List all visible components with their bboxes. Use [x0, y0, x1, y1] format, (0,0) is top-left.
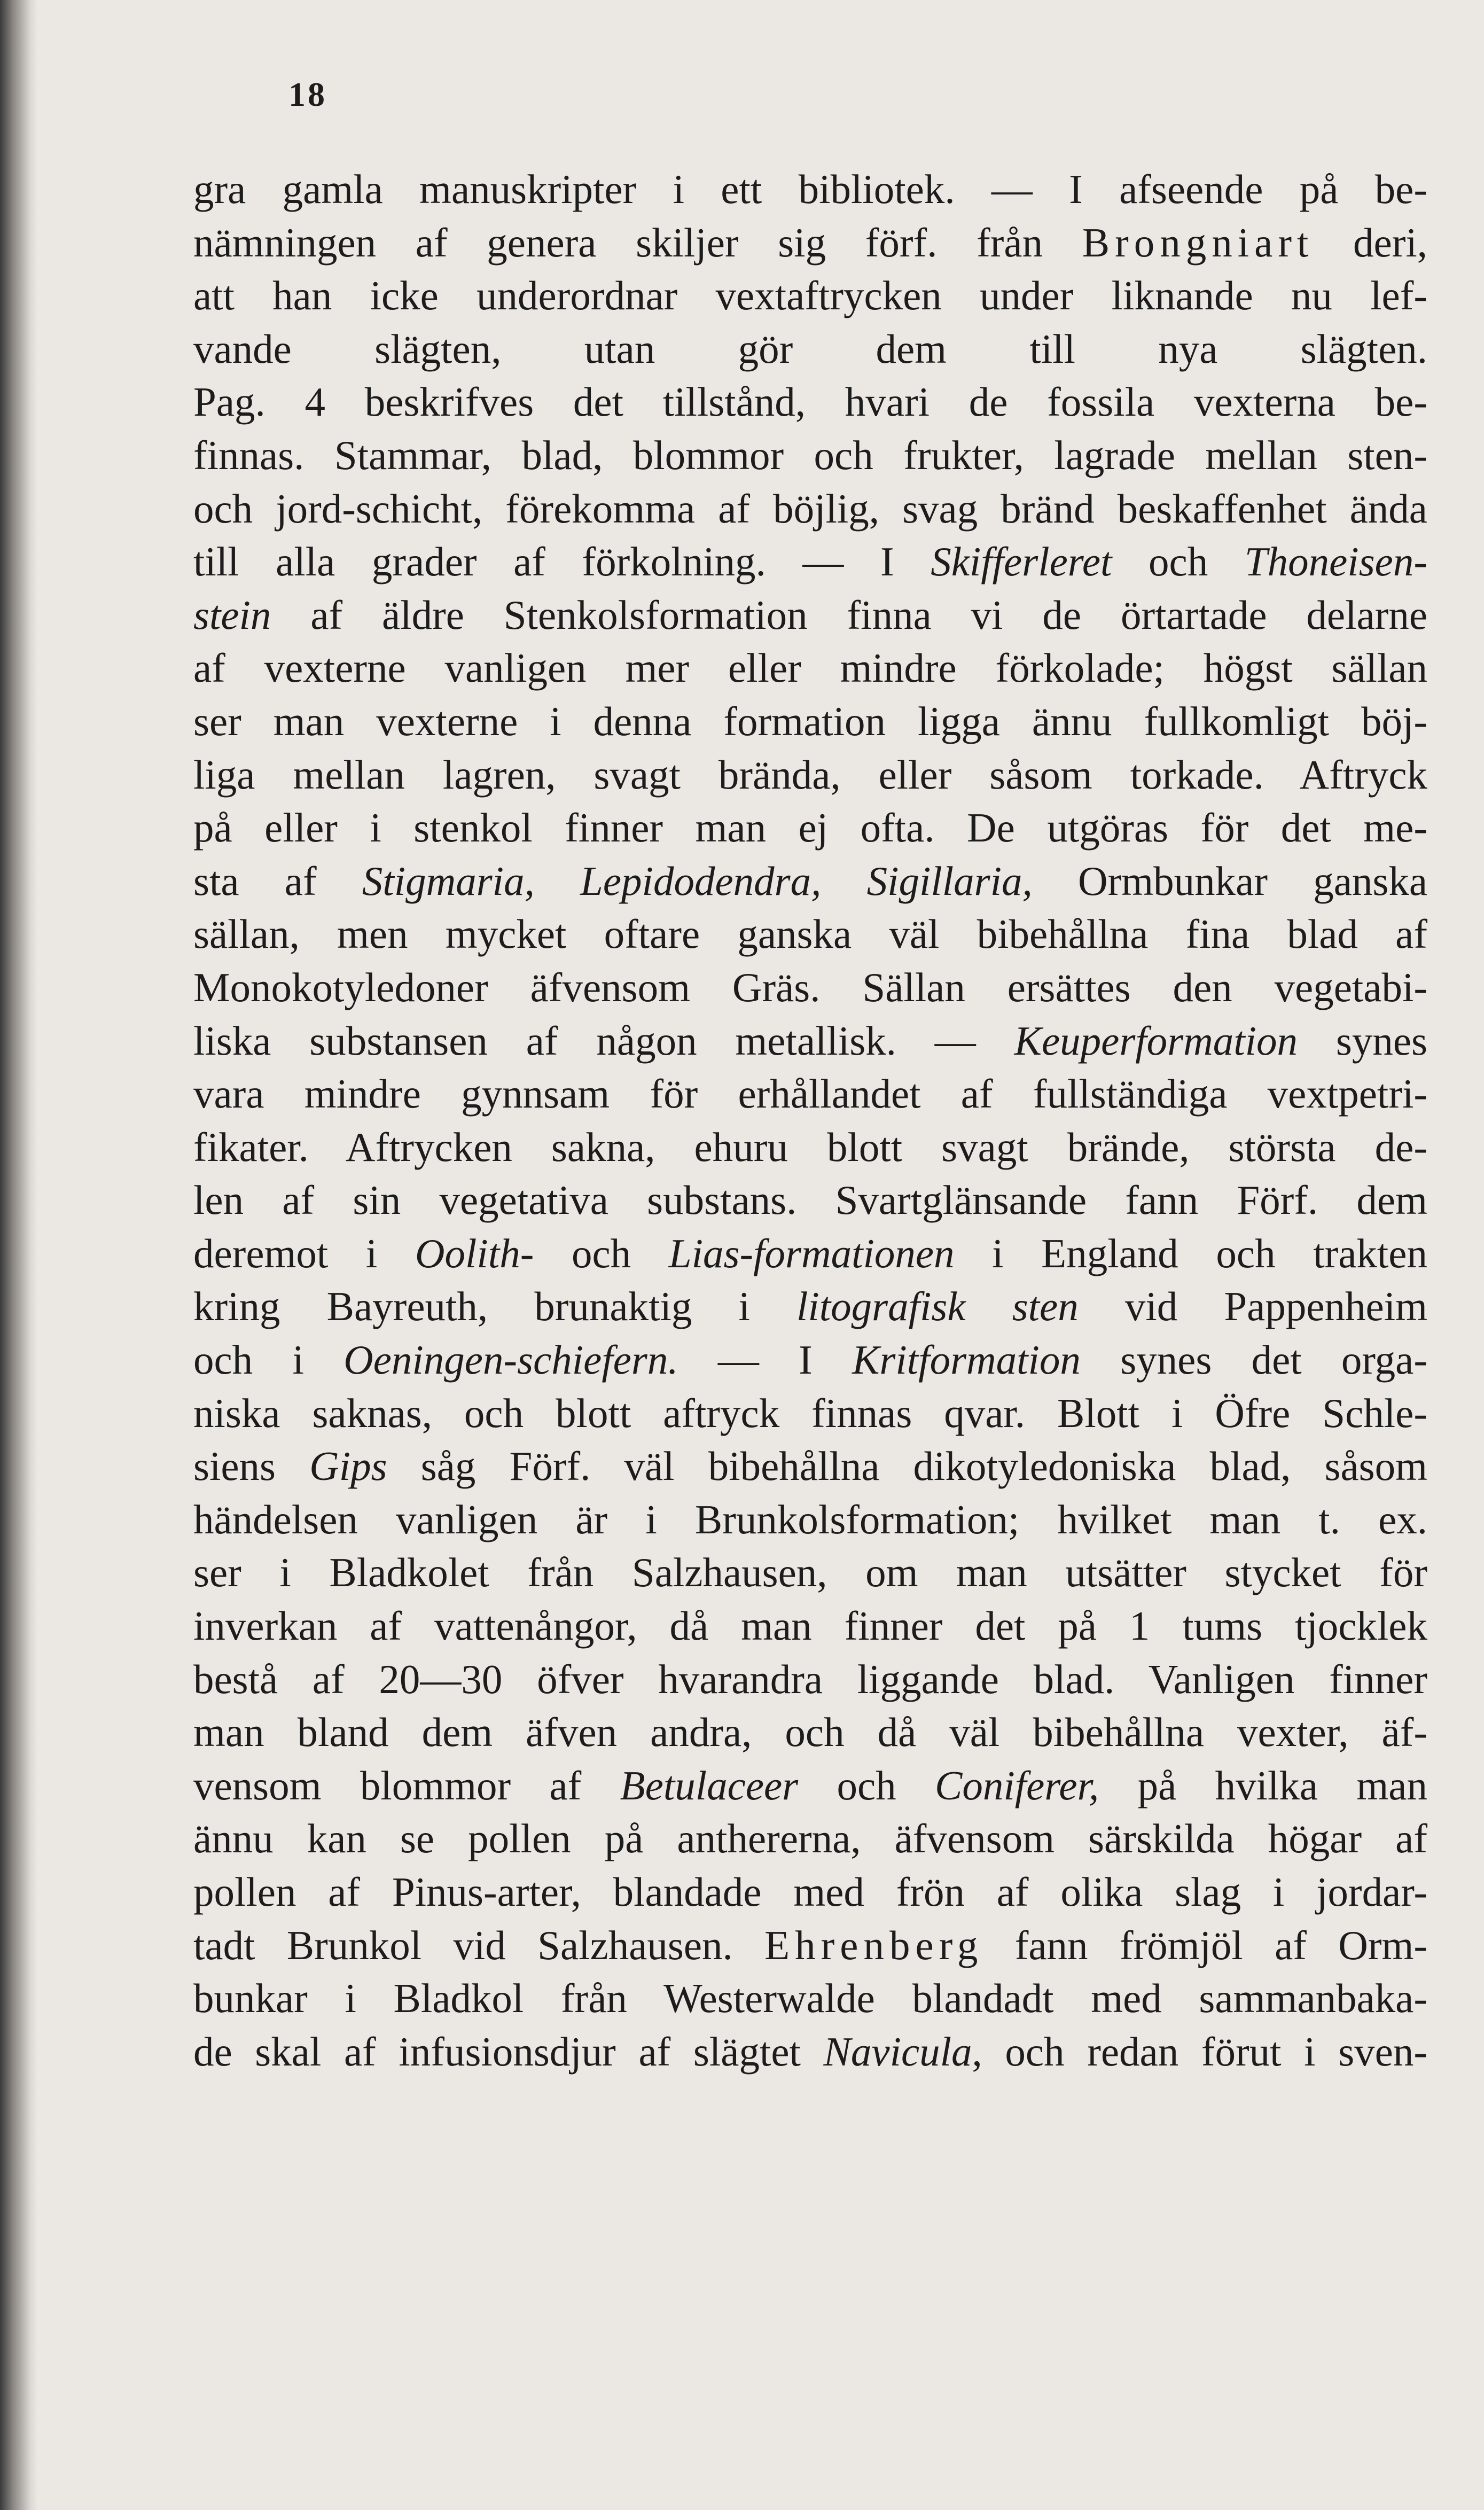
text-line: [193, 2025, 1427, 2079]
text-segment: man bland dem äfven andra, och då väl bibehållna vexter, äf-: [193, 1709, 1427, 1756]
italic-term: Thoneisen-: [1244, 539, 1427, 585]
text-line: [193, 695, 1427, 749]
text-segment: och: [798, 1762, 935, 1809]
text-line: [193, 642, 1427, 695]
text-line: [193, 163, 1427, 216]
text-line: [193, 589, 1427, 642]
text-segment: len af sin vegetativa substans. Svartglänsande fann Förf. dem: [193, 1177, 1427, 1223]
text-segment: händelsen vanligen är i Brunkolsformation; hvilket man t. ex.: [193, 1496, 1427, 1542]
italic-term: Skifferleret: [931, 539, 1112, 585]
body-text: [193, 163, 1427, 2078]
text-segment: vande slägten, utan gör dem till nya slägten.: [193, 325, 1427, 372]
text-segment: på eller i stenkol finner man ej ofta. De utgöras för det me-: [193, 805, 1427, 851]
text-segment: att han icke underordnar vextaftrycken under liknande nu lef-: [193, 272, 1427, 319]
text-segment: Ormbunkar ganska: [1032, 858, 1427, 904]
text-segment: siens: [193, 1443, 310, 1490]
italic-term: stein: [193, 591, 271, 638]
text-segment: vid Pappenheim: [1078, 1283, 1427, 1330]
text-segment: af äldre Stenkolsformation finna vi de örtartade delarne: [271, 591, 1427, 638]
text-line: [193, 1121, 1427, 1174]
text-line: [193, 269, 1427, 323]
spaced-name: Brongniart: [1082, 219, 1314, 266]
text-line: [193, 1387, 1427, 1440]
text-segment: tadt Brunkol vid Salzhausen.: [193, 1922, 765, 1968]
text-segment: af vexterne vanligen mer eller mindre förkolade; högst sällan: [193, 645, 1427, 691]
text-segment: ser man vexterne i denna formation ligga ännu fullkomligt böj-: [193, 698, 1427, 744]
text-line: [193, 1280, 1427, 1334]
text-line: [193, 1706, 1427, 1759]
italic-term: Gips: [309, 1443, 387, 1490]
text-line: [193, 376, 1427, 429]
italic-term: Stigmaria, Lepidodendra, Sigillaria,: [362, 858, 1033, 904]
italic-term: Navicula: [823, 2028, 972, 2075]
text-segment: pollen af Pinus-arter, blandade med frön af olika slag i jordar-: [193, 1869, 1427, 1915]
italic-term: Coniferer,: [935, 1762, 1099, 1809]
text-segment: liska substansen af någon metallisk. —: [193, 1017, 1014, 1064]
text-segment: — I: [678, 1337, 853, 1383]
book-spine-shadow: [0, 0, 37, 2510]
text-line: [193, 323, 1427, 376]
text-line: [193, 908, 1427, 961]
text-segment: till alla grader af förkolning. — I: [193, 539, 931, 585]
text-line: [193, 1600, 1427, 1653]
spaced-name: Ehrenberg: [764, 1922, 983, 1968]
italic-term: Lias-formationen: [668, 1230, 955, 1276]
italic-term: Oolith-: [415, 1230, 534, 1276]
text-line: [193, 749, 1427, 802]
text-segment: och i: [193, 1337, 344, 1383]
text-segment: gra gamla manuskripter i ett bibliotek. — I afseende på be-: [193, 166, 1427, 212]
text-segment: ser i Bladkolet från Salzhausen, om man utsätter stycket för: [193, 1549, 1427, 1596]
text-segment: i England och trakten: [954, 1230, 1427, 1276]
text-segment: sta af: [193, 858, 362, 904]
text-segment: deri,: [1314, 219, 1427, 266]
text-line: [193, 855, 1427, 908]
text-segment: sällan, men mycket oftare ganska väl bibehållna fina blad af: [193, 911, 1427, 957]
text-segment: bestå af 20—30 öfver hvarandra liggande blad. Vanligen finner: [193, 1656, 1427, 1702]
text-segment: finnas. Stammar, blad, blommor och frukter, lagrade mellan sten-: [193, 432, 1427, 478]
text-line: [193, 535, 1427, 589]
text-segment: niska saknas, och blott aftryck finnas qvar. Blott i Öfre Schle-: [193, 1390, 1427, 1436]
text-segment: liga mellan lagren, svagt brända, eller såsom torkade. Aftryck: [193, 751, 1427, 798]
text-line: [193, 1227, 1427, 1281]
text-line: [193, 1759, 1427, 1813]
text-segment: vensom blommor af: [193, 1762, 620, 1809]
italic-term: Kritformation: [852, 1337, 1081, 1383]
text-line: [193, 482, 1427, 536]
text-line: [193, 1174, 1427, 1227]
text-segment: och: [1112, 539, 1245, 585]
text-segment: , och redan förut i sven-: [972, 2028, 1427, 2075]
text-segment: ännu kan se pollen på anthererna, äfvensom särskilda högar af: [193, 1815, 1427, 1862]
text-segment: deremot i: [193, 1230, 415, 1276]
italic-term: litografisk sten: [796, 1283, 1079, 1330]
text-segment: Monokotyledoner äfvensom Gräs. Sällan ersättes den vegetabi-: [193, 964, 1427, 1010]
italic-term: Keuperformation: [1014, 1017, 1298, 1064]
text-segment: fann frömjöl af Orm-: [983, 1922, 1427, 1968]
text-line: [193, 1067, 1427, 1121]
text-line: [193, 1866, 1427, 1919]
page-number: 18: [288, 75, 327, 113]
text-segment: fikater. Aftrycken sakna, ehuru blott svagt brände, största de-: [193, 1124, 1427, 1170]
text-line: [193, 1334, 1427, 1387]
text-line: [193, 961, 1427, 1015]
text-segment: de skal af infusionsdjur af slägtet: [193, 2028, 824, 2075]
italic-term: Betulaceer: [620, 1762, 799, 1809]
text-segment: bunkar i Bladkol från Westerwalde blandadt med sammanbaka-: [193, 1975, 1427, 2022]
text-segment: på hvilka man: [1099, 1762, 1427, 1809]
text-segment: såg Förf. väl bibehållna dikotyledoniska blad, såsom: [387, 1443, 1427, 1490]
text-line: [193, 1015, 1427, 1068]
text-line: [193, 1546, 1427, 1600]
text-segment: kring Bayreuth, brunaktig i: [193, 1283, 796, 1330]
italic-term: Oeningen-schiefern.: [343, 1337, 678, 1383]
text-line: [193, 1812, 1427, 1866]
text-line: [193, 216, 1427, 270]
text-segment: synes det orga-: [1080, 1337, 1427, 1383]
text-line: [193, 801, 1427, 855]
text-line: [193, 429, 1427, 482]
text-line: [193, 1493, 1427, 1547]
text-segment: inverkan af vattenångor, då man finner det på 1 tums tjocklek: [193, 1603, 1427, 1649]
text-line: [193, 1653, 1427, 1706]
text-segment: vara mindre gynnsam för erhållandet af fullständiga vextpetri-: [193, 1071, 1427, 1117]
text-segment: synes: [1298, 1017, 1427, 1064]
text-segment: och jord-schicht, förekomma af böjlig, svag bränd beskaffenhet ända: [193, 485, 1427, 532]
text-line: [193, 1972, 1427, 2025]
text-line: [193, 1919, 1427, 1973]
text-segment: Pag. 4 beskrifves det tillstånd, hvari de fossila vexterna be-: [193, 379, 1427, 425]
text-line: [193, 1440, 1427, 1493]
text-segment: och: [534, 1230, 669, 1276]
text-segment: nämningen af genera skiljer sig förf. från: [193, 219, 1082, 266]
